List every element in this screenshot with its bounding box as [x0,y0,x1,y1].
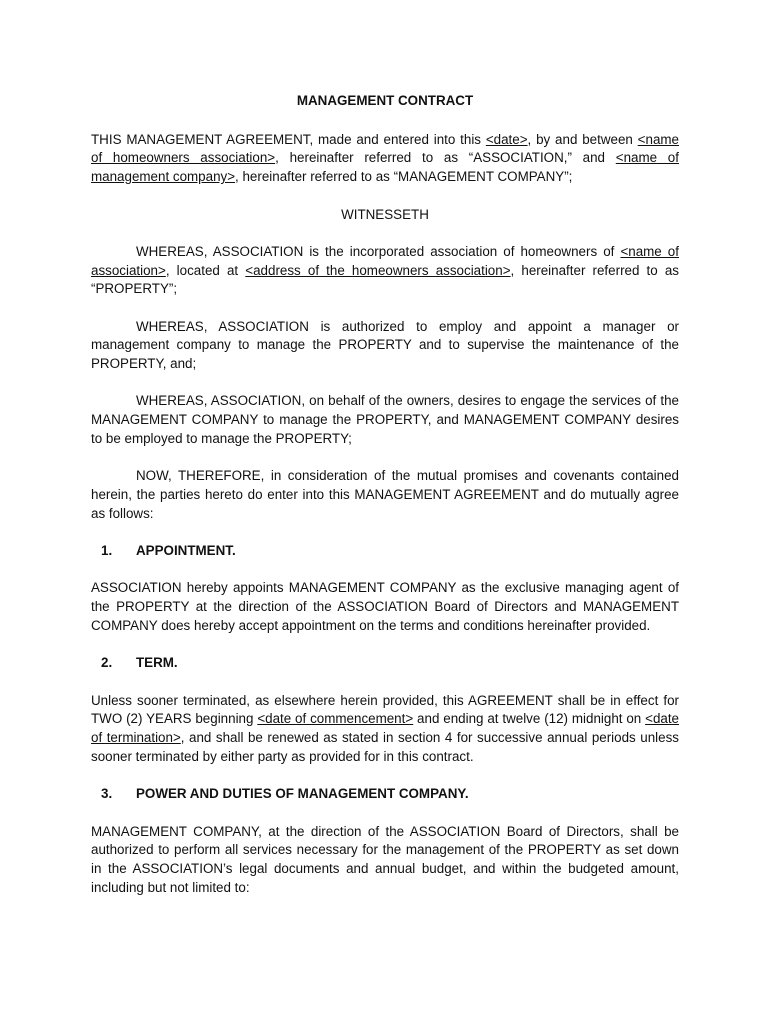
hoa-name-placeholder: <name of homeowners association> [91,131,679,166]
commencement-date-placeholder: <date of commencement> [257,711,414,727]
intro-text-3: , hereinafter referred to as “ASSOCIATION,” and [275,150,616,166]
term-text-2: and ending at twelve (12) midnight on [413,711,646,727]
association-name-placeholder: <name of association> [91,243,679,278]
company-name-placeholder: <name of management company> [91,150,679,185]
whereas1-text-1: WHEREAS, ASSOCIATION is the incorporated association of homeowners of [136,243,621,259]
whereas-paragraph-2: WHEREAS, ASSOCIATION is authorized to employ and appoint a manager or management company to manage the PROPERTY and to supervise the maintenance of the PROPERTY, and; [91,318,679,372]
address-placeholder: <address of the homeowners association> [245,262,511,278]
whereas-paragraph-1 [91,243,679,299]
termination-date-placeholder: <date of termination> [91,711,680,746]
section-number: 1. [101,543,113,559]
intro-text-4: , hereinafter referred to as “MANAGEMENT COMPANY”; [235,169,573,185]
now-therefore-paragraph: NOW, THEREFORE, in consideration of the mutual promises and covenants contained herein, the parties hereto do enter into this MANAGEMENT AGREEMENT and do mutually agree as follows: [91,468,679,521]
intro-text-2: , by and between [527,131,638,147]
section-title: TERM. [136,655,178,671]
document-page [91,92,679,916]
section-number: 2. [101,655,113,671]
term-text-1: Unless sooner terminated, as elsewhere herein provided, this AGREEMENT shall be in effect for TWO (2) YEARS beginning [91,692,679,727]
document-title: MANAGEMENT CONTRACT [296,93,474,108]
date-placeholder: <date> [485,131,528,147]
whereas-paragraph-3: WHEREAS, ASSOCIATION, on behalf of the owners, desires to engage the services of the MANAGEMENT COMPANY to manage the PROPERTY, and MANAGEMENT COMPANY desires to be employed to manage the PROPERTY; [91,393,679,446]
term-text-3: , and shall be renewed as stated in section 4 for successive annual periods unless sooner terminated by either party as provided for in this contract. [91,730,679,764]
section-heading-appointment [91,542,679,561]
section-number: 3. [101,786,113,802]
section-heading-term [91,654,679,673]
section-body-term [91,692,679,767]
section-title: POWER AND DUTIES OF MANAGEMENT COMPANY. [136,786,469,802]
section-body-powers: MANAGEMENT COMPANY, at the direction of the ASSOCIATION Board of Directors, shall be authorized to perform all services necessary for the management of the PROPERTY as set down in the ASSOCIATION’s legal documents and annual budget, and within the budgeted amount, including but not limited to: [91,823,679,895]
whereas1-text-2: , located at [165,262,246,278]
witnesseth-heading: WITNESSETH [341,206,429,222]
section-heading-powers [91,785,679,804]
intro-text-1: THIS MANAGEMENT AGREEMENT, made and entered into this [91,131,486,147]
section-title: APPOINTMENT. [136,543,236,559]
whereas1-text-3: , hereinafter referred to as “PROPERTY”; [91,262,679,297]
intro-paragraph [91,131,679,187]
section-body-appointment: ASSOCIATION hereby appoints MANAGEMENT COMPANY as the exclusive managing agent of the PROPERTY at the direction of the ASSOCIATION Board of Directors and MANAGEMENT COMPANY does hereby accept appointment on the terms and conditions hereinafter provided. [91,580,679,633]
